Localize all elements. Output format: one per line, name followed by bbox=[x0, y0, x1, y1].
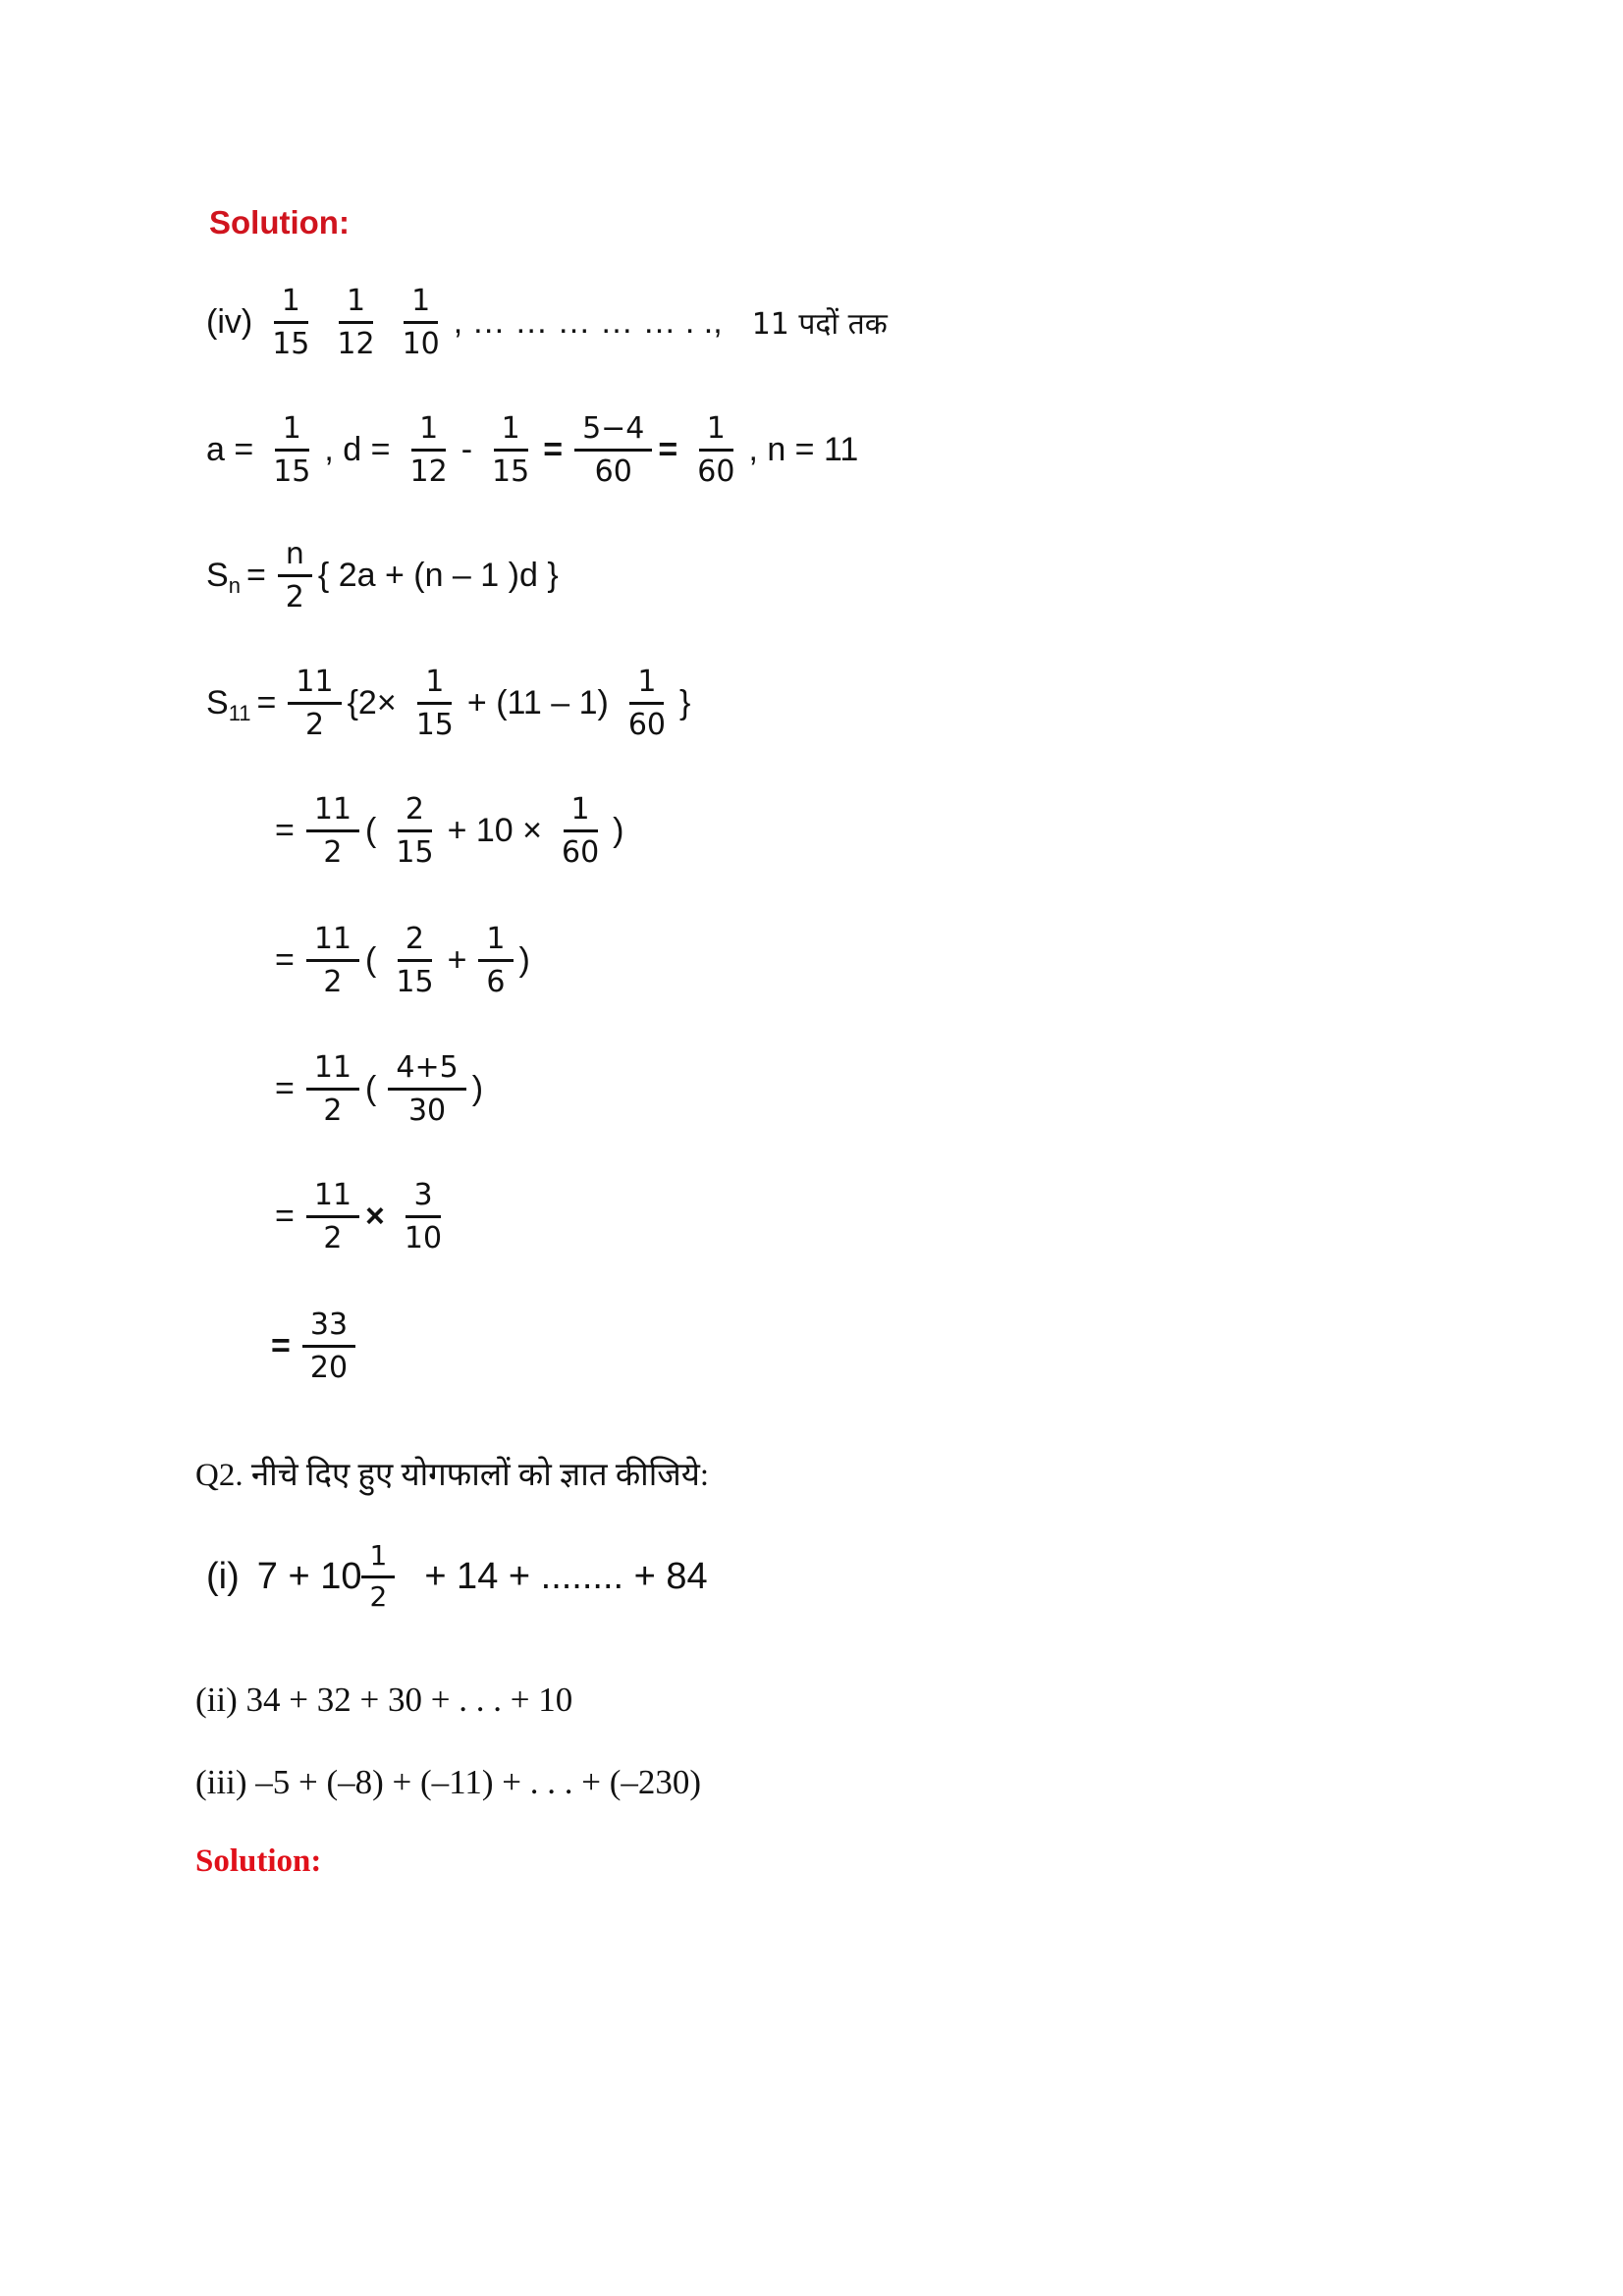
text: + 14 + ........ + 84 bbox=[424, 1555, 708, 1597]
equals: = bbox=[245, 557, 266, 594]
fraction bbox=[306, 793, 359, 869]
numerator: 11 bbox=[306, 923, 359, 962]
denominator: 2 bbox=[304, 708, 325, 742]
fraction bbox=[388, 793, 441, 869]
solution-heading-2: Solution: bbox=[195, 1843, 322, 1879]
denominator: 20 bbox=[309, 1351, 349, 1385]
numerator: 1 bbox=[411, 412, 446, 452]
text: ) bbox=[518, 941, 530, 979]
fraction bbox=[361, 1541, 395, 1613]
fraction bbox=[395, 285, 448, 360]
text: 7 + 10 bbox=[256, 1555, 362, 1597]
series-iv bbox=[206, 285, 893, 360]
denominator: 2 bbox=[323, 1221, 343, 1255]
step-2 bbox=[275, 923, 536, 998]
numerator: n bbox=[278, 538, 312, 577]
numerator: 4+5 bbox=[388, 1051, 465, 1091]
dots: , … … … … … . ., bbox=[453, 303, 723, 341]
equals: = bbox=[543, 431, 564, 468]
numerator: 3 bbox=[406, 1179, 440, 1218]
text: ) bbox=[471, 1070, 484, 1107]
denominator: 2 bbox=[285, 580, 304, 614]
text: + bbox=[447, 941, 467, 979]
denominator: 15 bbox=[415, 708, 454, 742]
denominator: 10 bbox=[402, 327, 440, 361]
denominator: 15 bbox=[272, 327, 310, 361]
numerator: 11 bbox=[306, 793, 359, 832]
numerator: 11 bbox=[288, 666, 341, 705]
terms-text: 11 पदों तक bbox=[751, 307, 888, 342]
fraction bbox=[306, 1051, 359, 1127]
fraction bbox=[265, 412, 318, 488]
formula-body: { 2a + (n – 1 )d } bbox=[317, 557, 559, 594]
numerator: 11 bbox=[306, 1051, 359, 1091]
numerator: 1 bbox=[478, 923, 513, 962]
numerator: 1 bbox=[494, 412, 528, 452]
fraction bbox=[408, 666, 461, 741]
question-2-iii: (iii) –5 + (–8) + (–11) + . . . + (–230) bbox=[195, 1763, 702, 1801]
step-4 bbox=[275, 1179, 456, 1255]
minus: - bbox=[460, 431, 473, 468]
denominator: 2 bbox=[323, 1094, 343, 1128]
fraction bbox=[264, 285, 317, 360]
fraction bbox=[403, 412, 456, 488]
label: (iv) bbox=[206, 303, 253, 341]
fraction bbox=[306, 923, 359, 998]
numerator: 1 bbox=[564, 793, 598, 832]
equals: = bbox=[275, 1070, 295, 1107]
numerator: 1 bbox=[339, 285, 373, 324]
denominator: 60 bbox=[627, 708, 667, 742]
fraction bbox=[484, 412, 537, 488]
solution-heading: Solution: bbox=[209, 204, 350, 240]
fraction bbox=[621, 666, 674, 741]
text: + 10 × bbox=[447, 812, 542, 849]
text: ( bbox=[365, 1070, 377, 1107]
denominator: 6 bbox=[486, 965, 506, 999]
fraction bbox=[302, 1308, 355, 1384]
question-2-title: Q2. नीचे दिए हुए योगफालों को ज्ञात कीजिये: bbox=[195, 1458, 710, 1493]
sum-formula bbox=[206, 538, 565, 614]
fraction bbox=[388, 923, 441, 998]
fraction bbox=[288, 666, 341, 741]
numerator: 2 bbox=[398, 923, 432, 962]
denominator: 15 bbox=[396, 835, 434, 870]
denominator: 15 bbox=[492, 454, 530, 489]
d-label: , d = bbox=[324, 431, 391, 468]
question-2-ii: (ii) 34 + 32 + 30 + . . . + 10 bbox=[195, 1681, 573, 1719]
numerator: 1 bbox=[275, 412, 309, 452]
fraction bbox=[554, 793, 607, 869]
denominator: 30 bbox=[407, 1094, 447, 1128]
step-3 bbox=[275, 1051, 489, 1127]
text: } bbox=[679, 684, 691, 721]
numerator: 1 bbox=[361, 1541, 395, 1578]
numerator: 1 bbox=[274, 285, 308, 324]
denominator: 2 bbox=[369, 1579, 388, 1613]
text: + (11 – 1) bbox=[466, 684, 609, 721]
fraction bbox=[689, 412, 742, 488]
denominator: 12 bbox=[409, 454, 448, 489]
numerator: 5−4 bbox=[574, 412, 652, 452]
step-5 bbox=[271, 1308, 361, 1384]
fraction bbox=[278, 538, 312, 614]
fraction bbox=[397, 1179, 450, 1255]
step-1 bbox=[275, 793, 630, 869]
denominator: 60 bbox=[697, 454, 735, 489]
fraction bbox=[478, 923, 513, 998]
question-2-i bbox=[206, 1541, 714, 1613]
denominator: 15 bbox=[273, 454, 311, 489]
subscript: 11 bbox=[228, 700, 251, 725]
text: ( bbox=[365, 812, 377, 849]
fraction bbox=[329, 285, 382, 360]
denominator: 12 bbox=[337, 327, 375, 361]
equals: = bbox=[271, 1327, 291, 1364]
s-symbol: S bbox=[206, 557, 229, 594]
subscript: n bbox=[228, 572, 241, 598]
times: × bbox=[365, 1198, 385, 1235]
text: ) bbox=[613, 812, 624, 849]
fraction bbox=[574, 412, 652, 488]
equals: = bbox=[275, 941, 295, 979]
equals: = bbox=[256, 684, 277, 721]
numerator: 1 bbox=[699, 412, 733, 452]
s-symbol: S bbox=[206, 684, 229, 721]
line-a-d bbox=[206, 412, 864, 488]
numerator: 1 bbox=[629, 666, 664, 705]
numerator: 2 bbox=[398, 793, 432, 832]
n-value: , n = 11 bbox=[748, 431, 859, 468]
equals: = bbox=[275, 812, 295, 849]
equals: = bbox=[275, 1198, 295, 1235]
denominator: 2 bbox=[323, 835, 343, 870]
denominator: 60 bbox=[594, 454, 632, 489]
numerator: 33 bbox=[302, 1308, 355, 1348]
denominator: 2 bbox=[323, 965, 343, 999]
denominator: 10 bbox=[404, 1221, 443, 1255]
numerator: 1 bbox=[417, 666, 452, 705]
text: {2× bbox=[347, 684, 397, 721]
s11-line bbox=[206, 666, 696, 741]
fraction bbox=[388, 1051, 465, 1127]
fraction bbox=[306, 1179, 359, 1255]
numerator: 1 bbox=[404, 285, 438, 324]
equals: = bbox=[658, 431, 678, 468]
text: ( bbox=[365, 941, 377, 979]
denominator: 15 bbox=[396, 965, 434, 999]
denominator: 60 bbox=[561, 835, 600, 870]
numerator: 11 bbox=[306, 1179, 359, 1218]
label: (i) bbox=[206, 1555, 240, 1597]
a-label: a = bbox=[206, 431, 254, 468]
